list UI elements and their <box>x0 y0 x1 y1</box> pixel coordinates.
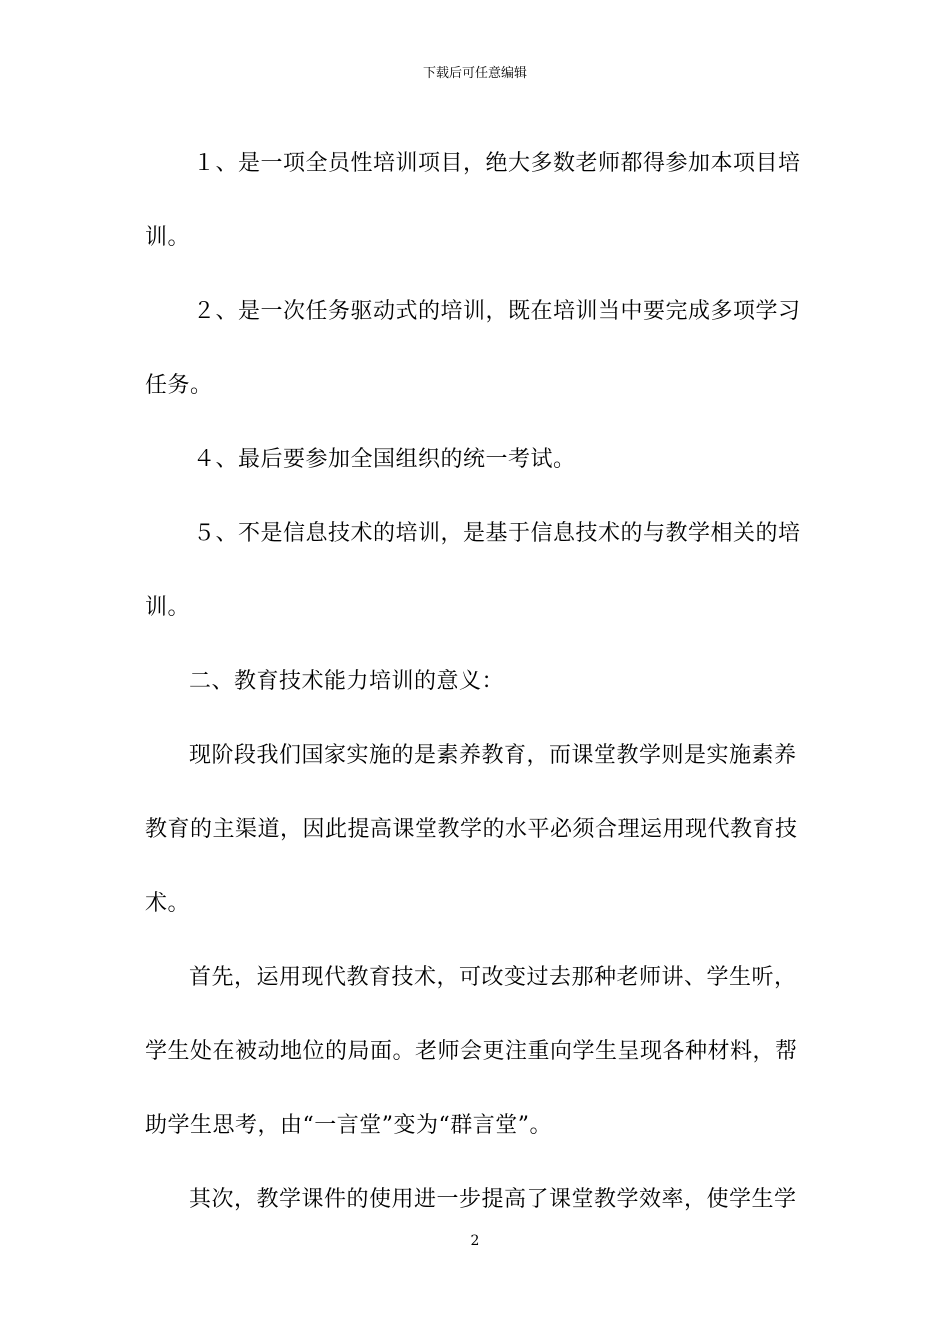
list-item-4: ４、最后要参加全国组织的统一考试。 <box>193 447 576 472</box>
paragraph: 现阶段我们国家实施的是素养教育，而课堂教学则是实施素养教育的主渠道，因此提高课堂教学的水平必须合理运用现代教育技术。 <box>145 743 798 916</box>
list-item-2: ２、是一次任务驱动式的培训，既在培训当中要完成多项学习任务。 <box>145 299 801 398</box>
document-body <box>145 127 810 1237</box>
section-heading: 二、教育技术能力培训的意义： <box>189 669 505 694</box>
page-number: 2 <box>470 1233 480 1249</box>
paragraph: 首先，运用现代教育技术，可改变过去那种老师讲、学生听，学生处在被动地位的局面。老师会更注重向学生呈现各种材料，帮助学生思考，由“一言堂”变为“群言堂”。 <box>145 965 798 1138</box>
page-header: 下载后可任意编辑 <box>422 66 527 81</box>
list-item-1: １、是一项全员性培训项目，绝大多数老师都得参加本项目培训。 <box>145 151 801 250</box>
list-item-5: ５、不是信息技术的培训，是基于信息技术的与教学相关的培训。 <box>145 521 801 620</box>
paragraph: 其次，教学课件的使用进一步提高了课堂教学效率，使学生学 <box>189 1187 797 1212</box>
